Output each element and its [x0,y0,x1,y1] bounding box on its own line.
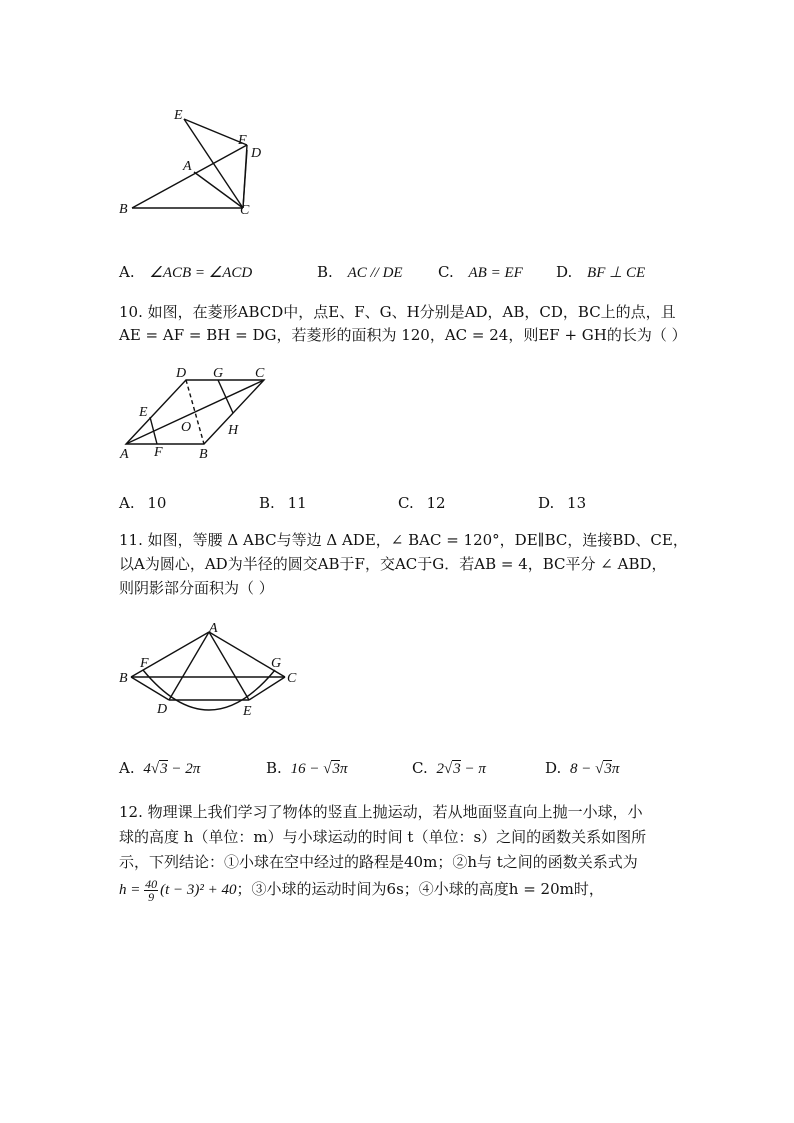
q12-line4-rest: ；③小球的运动时间为6s；④小球的高度h = 20m时， [236,880,604,898]
q9-option-a[interactable] [119,260,252,285]
q11-option-post: π [611,761,620,777]
q12-stem-line4 [119,877,604,903]
q11-option-post: − 2π [167,761,201,777]
label-a: A [183,159,192,174]
q10-option-letter: C. [398,494,414,512]
q12-formula-rest: (t − 3)² + 40 [160,882,237,898]
q9-option-text: AC // DE [347,265,403,281]
q11-option-letter: A. [119,759,135,777]
label-d: D [157,702,168,717]
q10-option-text: 10 [147,494,167,512]
q10-option-text: 11 [287,494,307,512]
label-b: B [199,447,208,462]
q9-option-c[interactable] [438,260,523,285]
segment-ac [194,172,243,208]
q12-formula-h: h = [119,882,145,898]
q9-option-text: ∠ACB = ∠ACD [149,265,253,281]
q11-option-pre: 4 [143,761,151,777]
segment-ae [209,632,249,700]
q9-option-d[interactable] [556,260,645,285]
label-a: A [120,447,129,462]
q10-option-c[interactable] [398,491,446,515]
sqrt-sign: √ [323,761,332,777]
q11-option-post: π [339,761,348,777]
q10-option-text: 13 [567,494,587,512]
label-b: B [119,202,128,217]
label-f: F [154,445,163,460]
sqrt-sign: √ [595,761,604,777]
label-c: C [240,203,250,218]
q11-stem-line1: 11. 如图，等腰 Δ ABC与等边 Δ ADE，∠ BAC = 120°，DE∥BC，连接BD、CE， [119,531,688,549]
q12-stem-line1: 12. 物理课上我们学习了物体的竖直上抛运动，若从地面竖直向上抛一小球，小 [119,803,643,821]
q9-option-letter: C. [438,263,454,281]
q11-option-root: 3 [604,761,612,777]
q11-option-letter: B. [266,759,282,777]
label-f: F [238,133,247,148]
q11-stem-line2: 以A为圆心，AD为半径的圆交AB于F，交AC于G．若AB = 4，BC平分 ∠ ABD， [119,555,667,573]
q12-stem-line2: 球的高度 h（单位：m）与小球运动的时间 t（单位：s）之间的函数关系如图所 [119,828,647,846]
label-d: D [251,146,262,161]
q10-figure [110,365,280,465]
q11-option-root: 3 [453,761,461,777]
label-e: E [243,704,252,719]
q9-figure [110,100,280,225]
q11-option-d[interactable] [545,756,619,781]
q11-option-c[interactable] [412,756,486,781]
q10-option-text: 12 [426,494,446,512]
q10-stem-line1: 10. 如图，在菱形ABCD中，点E、F、G、H分别是AD，AB，CD，BC上的点，且 [119,303,676,321]
q10-option-letter: D. [538,494,555,512]
segment-ec [184,119,243,208]
label-c: C [287,671,297,686]
q9-option-text: AB = EF [468,265,523,281]
q10-option-a[interactable] [119,491,166,515]
q11-option-expr [570,761,619,777]
q10-option-d[interactable] [538,491,586,515]
q11-option-pre: 2 [436,761,444,777]
label-d: D [176,366,187,381]
q10-option-letter: A. [119,494,135,512]
label-g: G [213,366,224,381]
q12-stem-line3: 示，下列结论：①小球在空中经过的路程是40m；②h与 t之间的函数关系式为 [119,853,638,871]
sqrt-sign: √ [444,761,453,777]
q10-stem-line2: AE = AF = BH = DG，若菱形的面积为 120，AC = 24，则EF + GH的长为（ ） [119,326,687,344]
q12-formula-denominator: 9 [148,889,155,904]
q11-option-letter: C. [412,759,428,777]
q11-option-root: 3 [160,761,168,777]
q9-option-letter: B. [317,263,333,281]
q11-figure [110,620,310,720]
q11-option-b[interactable] [266,756,347,781]
q9-option-text: BF ⊥ CE [587,265,646,281]
q11-stem-line3: 则阴影部分面积为（ ） [119,579,274,597]
q9-option-b[interactable] [317,260,403,285]
label-g: G [271,656,282,671]
segment-cd [243,150,247,208]
q12-formula-fraction [144,878,158,903]
label-a: A [209,621,218,636]
label-e: E [139,405,148,420]
q11-option-root: 3 [332,761,340,777]
label-b: B [119,671,128,686]
label-o: O [181,420,192,435]
label-e: E [174,108,183,123]
segment-bd [131,677,169,700]
segment-gh [218,380,233,413]
sqrt-sign: √ [150,761,160,777]
segment-ce [249,677,285,700]
label-f: F [140,656,149,671]
segment-ad [169,632,209,700]
label-c: C [255,366,265,381]
q10-option-letter: B. [259,494,275,512]
q11-option-pre: 8 − [570,761,596,777]
q11-option-pre: 16 − [290,761,324,777]
q11-option-expr [437,761,486,777]
q11-option-expr [291,761,348,777]
q10-option-b[interactable] [259,491,307,515]
label-h: H [228,423,239,438]
q9-option-letter: A. [119,263,135,281]
q11-option-expr [143,761,200,777]
q11-option-letter: D. [545,759,562,777]
q9-option-letter: D. [556,263,573,281]
q12-formula-numerator: 40 [145,876,158,891]
q11-option-post: − π [460,761,486,777]
q11-option-a[interactable] [119,756,200,781]
